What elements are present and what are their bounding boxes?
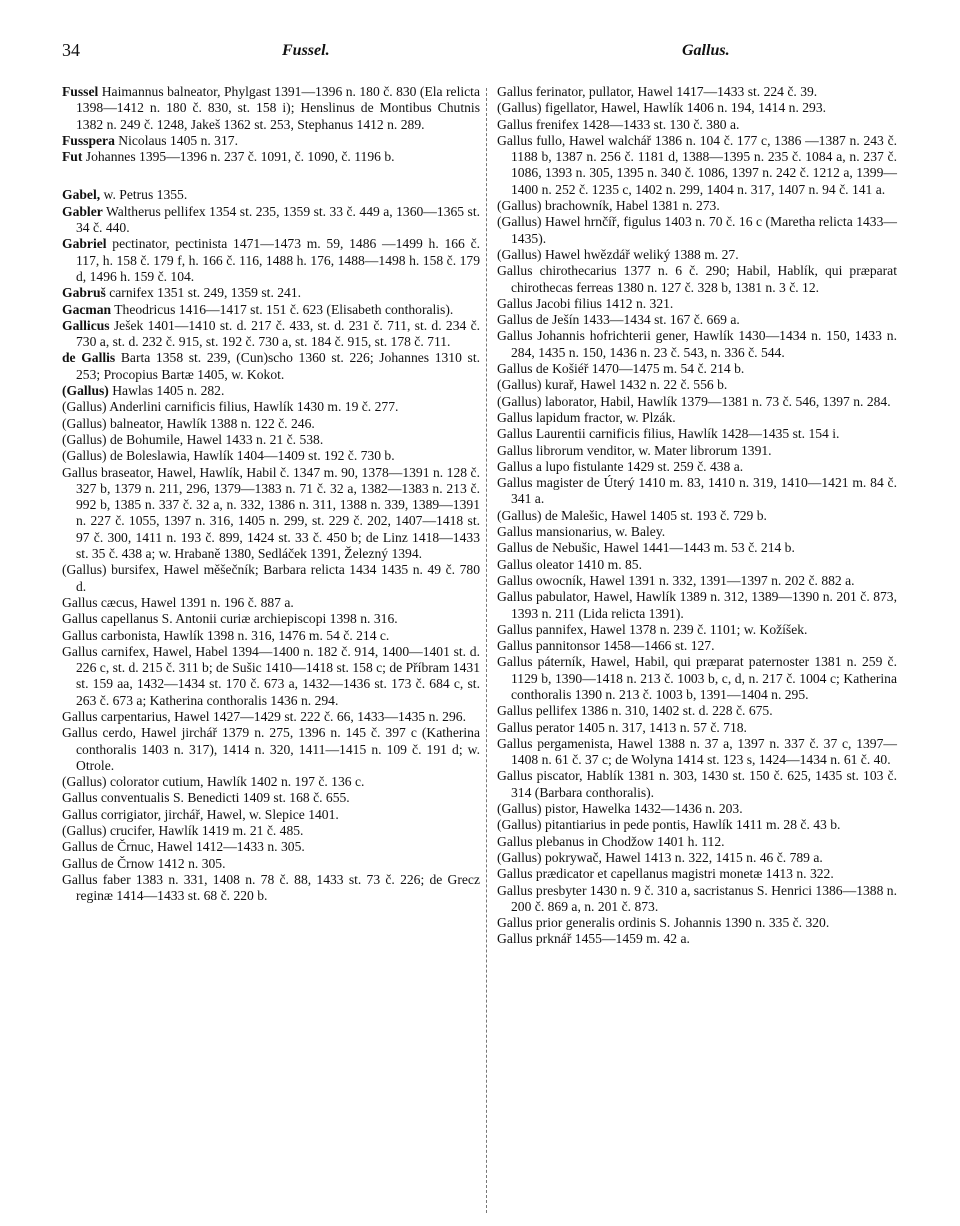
- entry-headword: de Gallis: [62, 350, 116, 366]
- entry-text: Barta 1358 st. 239, (Cun)scho 1360 st. 226; Johannes 1310 st. 253; Procopius Bartæ 1405, w. Kokot.: [76, 350, 480, 382]
- entry-text: Gallus faber 1383 n. 331, 1408 n. 78 č. 88, 1433 st. 73 č. 226; de Grecz reginæ 1414—1433 st. 68 č. 220 b.: [62, 871, 480, 904]
- entry-text: Gallus prknář 1455—1459 m. 42 a.: [497, 931, 690, 947]
- index-entry: [62, 236, 480, 285]
- index-entry: [62, 187, 480, 203]
- index-entry: [497, 931, 897, 947]
- index-entry: [497, 915, 897, 931]
- entry-headword: Gabriel: [62, 236, 107, 252]
- entry-text: Gallus corrigiator, jirchář, Hawel, w. Slepice 1401.: [62, 806, 339, 822]
- page-number: 34: [62, 40, 80, 60]
- index-entry: [62, 774, 480, 790]
- entry-text: Gallus mansionarius, w. Baley.: [497, 524, 666, 540]
- entry-headword: Gacman: [62, 301, 112, 317]
- entry-headword: (Gallus): [62, 383, 109, 399]
- left-running-head: Fussel.: [282, 42, 330, 59]
- entry-text: (Gallus) balneator, Hawlík 1388 n. 122 č. 246.: [62, 415, 315, 431]
- page-header: [62, 40, 898, 70]
- index-entry: [497, 377, 897, 393]
- index-entry: [497, 410, 897, 426]
- entry-text: carnifex 1351 st. 249, 1359 st. 241.: [105, 285, 302, 301]
- entry-text: Nicolaus 1405 n. 317.: [114, 132, 238, 148]
- index-entry: [62, 285, 480, 301]
- index-entry: [62, 644, 480, 709]
- entry-text: Gallus fullo, Hawel walchář 1386 n. 104 č. 177 c, 1386 —1387 n. 243 č. 1188 b, 1387 n. 256 č. 1181 d, 1388—1395 n. 235 č. 1084 a, n. 237 č. 1086, 1393 n. 305, 1395 n. 340 č. 1086, 1397 n. 242 č. 1212 a, 1399—1400 n. 252 č. 1235 c, 1402 n. 299, 1404 n. 317, 1407 n. 94 č. 141 a.: [497, 132, 897, 197]
- entry-text: (Gallus) bursifex, Hawel měšečník; Barbara relicta 1434 1435 n. 49 č. 780 d.: [62, 562, 480, 594]
- index-entry: [62, 562, 480, 595]
- index-entry: [62, 149, 480, 165]
- index-entry: [497, 557, 897, 573]
- index-entry: [497, 524, 897, 540]
- index-entry: [62, 628, 480, 644]
- index-entry: [497, 654, 897, 703]
- index-entry: [62, 133, 480, 149]
- entry-text: Haimannus balneator, Phylgast 1391—1396 n. 180 č. 830 (Ela relicta 1398—1412 n. 180 č. 830, st. 158 i); Henslinus de Montibus Chutnis 1382 n. 249 č. 1248, Jakeš 1362 st. 253, Stephanus 1412 n. 289.: [76, 84, 480, 132]
- index-entry: [497, 736, 897, 769]
- index-entry: [62, 872, 480, 905]
- index-entry: [497, 426, 897, 442]
- entry-text: (Gallus) de Boleslawia, Hawlík 1404—1409 st. 192 č. 730 b.: [62, 448, 395, 464]
- entry-text: Gallus pellifex 1386 n. 310, 1402 st. d. 228 č. 675.: [497, 703, 773, 719]
- entry-text: (Gallus) pistor, Hawelka 1432—1436 n. 203.: [497, 801, 743, 817]
- index-entry: [62, 595, 480, 611]
- entry-text: Gallus carnifex, Hawel, Habel 1394—1400 n. 182 č. 914, 1400—1401 st. d. 226 c, st. d. 215 č. 311 b; de Sušic 1410—1418 st. 158 c; de Příbram 1431 st. 159 aa, 1432—1434 st. 170 č. 673 a, 1432—1436 st. 173 č. 684 c, st. 263 č. 673 a; Katherina conthoralis 1436 n. 294.: [62, 643, 480, 708]
- entry-text: Gallus prior generalis ordinis S. Johannis 1390 n. 335 č. 320.: [497, 915, 830, 931]
- entry-text: Gallus frenifex 1428—1433 st. 130 č. 380 a.: [497, 116, 740, 132]
- entry-text: Gallus piscator, Hablík 1381 n. 303, 1430 st. 150 č. 625, 1435 st. 103 č. 314 (Barbara conthoralis).: [497, 768, 897, 800]
- entry-text: pectinator, pectinista 1471—1473 m. 59, 1486 —1499 h. 166 č. 117, h. 158 č. 179 f, h. 166 č. 116, 1488 h. 176, 1488—1498 h. 158 č. 179 d, 1496 h. 159 č. 104.: [76, 236, 480, 284]
- right-column: [497, 84, 897, 948]
- index-entry: [497, 247, 897, 263]
- entry-text: (Gallus) Anderlini carnificis filius, Hawlík 1430 m. 19 č. 277.: [62, 399, 399, 415]
- entry-headword: Gabel,: [62, 187, 101, 203]
- entry-text: Gallus de Nebušic, Hawel 1441—1443 m. 53 č. 214 b.: [497, 540, 795, 556]
- entry-text: (Gallus) pokrywač, Hawel 1413 n. 322, 1415 n. 46 č. 789 a.: [497, 849, 823, 865]
- index-entry: [497, 540, 897, 556]
- index-entry: [497, 328, 897, 361]
- index-entry: [62, 839, 480, 855]
- index-entry: [497, 508, 897, 524]
- entry-text: Gallus de Košiéř 1470—1475 m. 54 č. 214 b.: [497, 361, 745, 377]
- index-entry: [497, 638, 897, 654]
- entry-text: Gallus pergamenista, Hawel 1388 n. 37 a, 1397 n. 337 č. 37 c, 1397—1408 n. 61 č. 37 c; de Wolyna 1414 st. 123 s, 1424—1434 n. 61 č. 40.: [497, 735, 897, 768]
- entry-text: (Gallus) figellator, Hawel, Hawlík 1406 n. 194, 1414 n. 293.: [497, 100, 827, 116]
- entry-text: (Gallus) brachowník, Habel 1381 n. 273.: [497, 198, 720, 214]
- index-entry: [497, 850, 897, 866]
- entry-text: Gallus plebanus in Chodžow 1401 h. 112.: [497, 833, 725, 849]
- entry-text: w. Petrus 1355.: [100, 187, 188, 203]
- index-entry: [62, 383, 480, 399]
- index-entry: [62, 350, 480, 383]
- index-entry: [497, 883, 897, 916]
- index-entry: [497, 866, 897, 882]
- entry-text: Gallus librorum venditor, w. Mater librorum 1391.: [497, 442, 772, 458]
- index-entry: [497, 296, 897, 312]
- index-entry: [497, 133, 897, 198]
- entry-text: Gallus páterník, Hawel, Habil, qui præparat paternoster 1381 n. 259 č. 1129 b, 1390—1418 n. 213 č. 1003 b, c, d, n. 217 č. 1004 c; Katherina conthoralis 1390 n. 213 č. 1003 b, 1391—1404 n. 295.: [497, 654, 897, 702]
- entry-text: Gallus Johannis hofrichterii gener, Hawlík 1430—1434 n. 150, 1433 n. 284, 1435 n. 150, 1436 n. 23 č. 543, n. 336 č. 544.: [497, 328, 897, 360]
- entry-text: Ješek 1401—1410 st. d. 217 č. 433, st. d. 231 č. 711, st. d. 234 č. 730 a, st. d. 232 č. 915, st. 192 č. 730 a, st. 184 č. 915, st. 178 č. 711.: [76, 317, 480, 350]
- entry-text: Gallus a lupo fistulante 1429 st. 259 č. 438 a.: [497, 458, 744, 474]
- entry-text: Hawlas 1405 n. 282.: [108, 383, 225, 399]
- index-entry: [62, 856, 480, 872]
- index-entry: [497, 361, 897, 377]
- entry-text: Gallus capellanus S. Antonii curiæ archiepiscopi 1398 n. 316.: [62, 611, 398, 627]
- index-entry: [62, 318, 480, 351]
- entry-text: (Gallus) de Bohumile, Hawel 1433 n. 21 č. 538.: [62, 431, 324, 447]
- index-entry: [497, 573, 897, 589]
- index-entry: [62, 302, 480, 318]
- entry-text: (Gallus) laborator, Habil, Hawlík 1379—1381 n. 73 č. 546, 1397 n. 284.: [497, 393, 891, 409]
- entry-headword: Gallicus: [62, 317, 110, 333]
- entry-text: Gallus cæcus, Hawel 1391 n. 196 č. 887 a.: [62, 594, 294, 610]
- index-entry: [62, 448, 480, 464]
- index-entry: [497, 703, 897, 719]
- entry-text: Gallus Jacobi filius 1412 n. 321.: [497, 295, 674, 311]
- index-entry: [497, 100, 897, 116]
- index-entry: [62, 807, 480, 823]
- index-entry: [62, 399, 480, 415]
- index-entry: [497, 622, 897, 638]
- entry-text: Gallus carpentarius, Hawel 1427—1429 st. 222 č. 66, 1433—1435 n. 296.: [62, 708, 466, 724]
- index-entry: [62, 725, 480, 774]
- index-entry: [62, 465, 480, 563]
- entry-text: Gallus chirothecarius 1377 n. 6 č. 290; Habil, Hablík, qui præparat chirothecas ferreas 1380 n. 127 č. 328 b, 1381 n. 3 č. 12.: [497, 263, 897, 295]
- index-entry: [497, 198, 897, 214]
- right-running-head: Gallus.: [682, 42, 730, 59]
- entry-text: Gallus perator 1405 n. 317, 1413 n. 57 č. 718.: [497, 719, 747, 735]
- entry-text: (Gallus) de Malešic, Hawel 1405 st. 193 č. 729 b.: [497, 507, 767, 523]
- entry-text: Gallus cerdo, Hawel jirchář 1379 n. 275, 1396 n. 145 č. 397 c (Katherina conthoralis 1403 n. 317), 1414 n. 320, 1411—1415 n. 109 č. 191 d; w. Otrole.: [62, 725, 480, 773]
- index-entry: [497, 817, 897, 833]
- index-entry: [62, 204, 480, 237]
- entry-text: Gallus prædicator et capellanus magistri monetæ 1413 n. 322.: [497, 866, 834, 882]
- index-entry: [62, 790, 480, 806]
- column-divider: [486, 88, 487, 1213]
- entry-text: (Gallus) pitantiarius in pede pontis, Hawlík 1411 m. 28 č. 43 b.: [497, 817, 841, 833]
- index-entry: [497, 394, 897, 410]
- entry-headword: Gabruš: [62, 285, 106, 301]
- index-entry: [497, 834, 897, 850]
- entry-text: (Gallus) crucifer, Hawlík 1419 m. 21 č. 485.: [62, 823, 304, 839]
- index-entry: [497, 720, 897, 736]
- index-entry: [497, 84, 897, 100]
- entry-text: Gallus ferinator, pullator, Hawel 1417—1433 st. 224 č. 39.: [497, 84, 818, 99]
- index-entry: [62, 432, 480, 448]
- index-entry: [497, 263, 897, 296]
- index-entry: [497, 117, 897, 133]
- index-entry: [497, 475, 897, 508]
- entry-headword: Gabler: [62, 203, 103, 219]
- entry-text: Waltherus pellifex 1354 st. 235, 1359 st. 33 č. 449 a, 1360—1365 st. 34 č. 440.: [76, 203, 480, 236]
- entry-text: Gallus owocník, Hawel 1391 n. 332, 1391—1397 n. 202 č. 882 a.: [497, 572, 855, 588]
- entry-text: (Gallus) Hawel hrnčíř, figulus 1403 n. 70 č. 16 c (Maretha relicta 1433—1435).: [497, 214, 897, 246]
- index-entry: [497, 312, 897, 328]
- index-entry: [62, 611, 480, 627]
- entry-headword: Fusspera: [62, 132, 115, 148]
- entry-text: Gallus Laurentii carnificis filius, Hawlík 1428—1435 st. 154 i.: [497, 426, 840, 442]
- index-entry: [62, 823, 480, 839]
- entry-headword: Fussel: [62, 84, 99, 99]
- entry-text: Gallus pannifex, Hawel 1378 n. 239 č. 1101; w. Kožíšek.: [497, 621, 808, 637]
- entry-text: Gallus oleator 1410 m. 85.: [497, 556, 642, 572]
- section-gap: [62, 165, 480, 187]
- index-entry: [62, 709, 480, 725]
- entry-text: Gallus braseator, Hawel, Hawlík, Habil č. 1347 m. 90, 1378—1391 n. 128 č. 327 b, 1379 n. 211, 296, 1379—1383 n. 71 č. 32 a, 1382—1383 n. 213 č. 992 b, 1385 n. 337 č. 32 a, n. 332, 1386 n. 311, 1388 n. 339, 1389—1391 n. 227 č. 1055, 1397 n. 316, 1405 n. 299, st. 229 č. 202, 1407—1418 st. 97 č. 300, 1411 n. 193 č. 899, 1424 st. 33 č. 450 b; de Linz 1418—1433 st. 35 č. 438 a; w. Hrabaně 1380, Sedláček 1391, Železný 1394.: [62, 464, 480, 562]
- entry-text: Gallus pannitonsor 1458—1466 st. 127.: [497, 638, 715, 654]
- entry-text: Gallus magister de Úterý 1410 m. 83, 1410 n. 319, 1410—1421 m. 84 č. 341 a.: [497, 475, 897, 507]
- entry-text: Gallus carbonista, Hawlík 1398 n. 316, 1476 m. 54 č. 214 c.: [62, 627, 390, 643]
- entry-text: Gallus lapidum fractor, w. Plzák.: [497, 409, 676, 425]
- index-entry: [497, 801, 897, 817]
- entry-text: Gallus de Črnuc, Hawel 1412—1433 n. 305.: [62, 839, 305, 855]
- entry-text: Gallus de Črnow 1412 n. 305.: [62, 855, 226, 871]
- index-entry: [62, 416, 480, 432]
- entry-text: (Gallus) Hawel hwězdář weliký 1388 m. 27.: [497, 246, 739, 262]
- entry-headword: Fut: [62, 149, 83, 165]
- entry-text: Johannes 1395—1396 n. 237 č. 1091, č. 1090, č. 1196 b.: [82, 149, 395, 165]
- index-entry: [497, 443, 897, 459]
- entry-text: Gallus de Ješín 1433—1434 st. 167 č. 669 a.: [497, 312, 740, 328]
- index-entry: [497, 768, 897, 801]
- left-column: [62, 84, 480, 905]
- index-entry: [497, 214, 897, 247]
- entry-text: (Gallus) kurař, Hawel 1432 n. 22 č. 556 b.: [497, 377, 728, 393]
- entry-text: (Gallus) colorator cutium, Hawlík 1402 n. 197 č. 136 c.: [62, 774, 365, 790]
- index-entry: [497, 589, 897, 622]
- index-entry: [497, 459, 897, 475]
- entry-text: Gallus pabulator, Hawel, Hawlík 1389 n. 312, 1389—1390 n. 201 č. 873, 1393 n. 211 (Lida relicta 1391).: [497, 589, 897, 621]
- entry-text: Gallus conventualis S. Benedicti 1409 st. 168 č. 655.: [62, 790, 350, 806]
- entry-text: Gallus presbyter 1430 n. 9 č. 310 a, sacristanus S. Henrici 1386—1388 n. 200 č. 869 a, n. 201 č. 873.: [497, 882, 897, 914]
- entry-text: Theodricus 1416—1417 st. 151 č. 623 (Elisabeth conthoralis).: [111, 301, 454, 317]
- index-entry: [62, 84, 480, 133]
